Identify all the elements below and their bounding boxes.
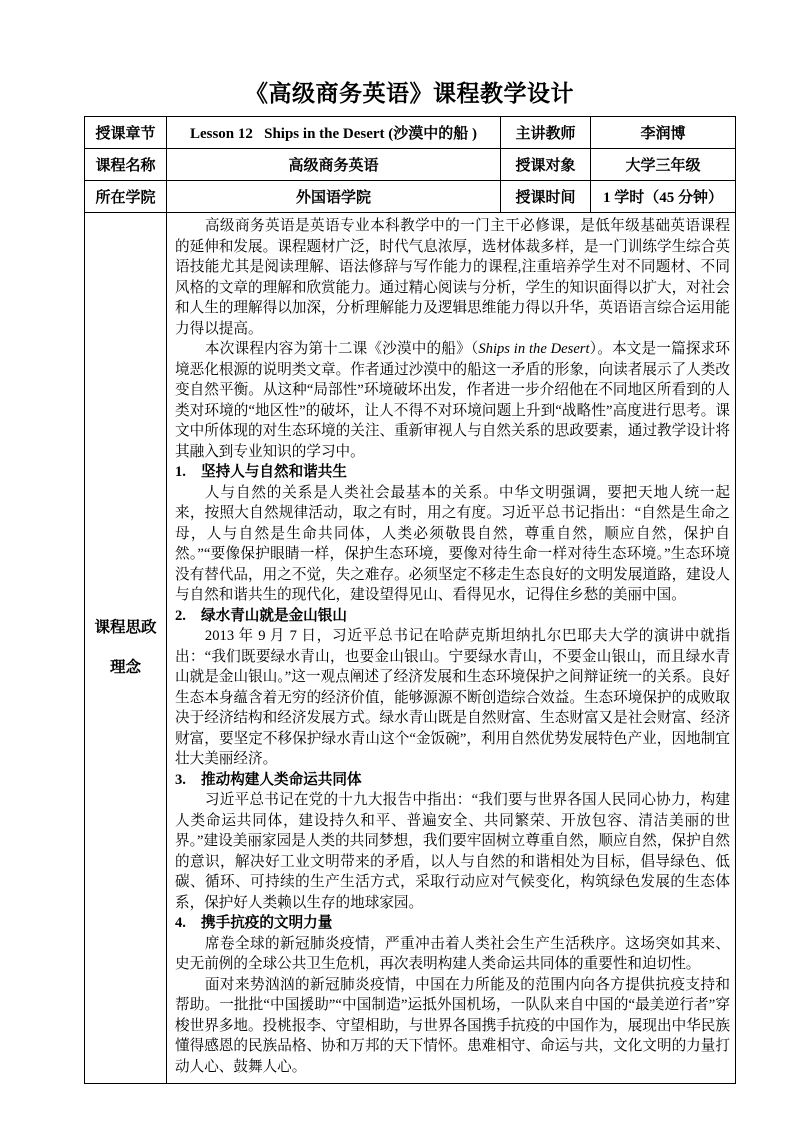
section-4-paragraph-2: 面对来势汹汹的新冠肺炎疫情，中国在力所能及的范围内向各方提供抗疫支持和帮助。一批批“中国援助”“中国制造”运抵外国机场，一队队来自中国的“最美逆行者”穿梭世界多地。投桃报李、守望相助，与世界各国携手抗疫的中国作为，展现出中华民族懂得感恩的民族品格、协和万邦的天下情怀。患难相守、命运与共，文化文明的力量打动人心、鼓舞人心。 (175, 976, 730, 1075)
ideology-content-cell (167, 213, 736, 1084)
intro-paragraph-2-pre: 本次课程内容为第十二课《沙漠中的船》（ (204, 341, 479, 357)
section-2-number: 2. (175, 607, 186, 624)
course-name-label: 课程名称 (85, 149, 167, 181)
table-row (85, 117, 736, 149)
section-4-title: 携手抗疫的文明力量 (201, 915, 333, 931)
section-1-number: 1. (175, 464, 186, 480)
intro-paragraph-2 (175, 339, 730, 462)
school-value: 外国语学院 (167, 181, 501, 213)
table-row (85, 149, 736, 181)
ideology-row-label-line1: 课程思政 (94, 619, 157, 636)
chapter-label: 授课章节 (85, 117, 167, 149)
section-1-title: 坚持人与自然和谐共生 (201, 464, 347, 480)
audience-value: 大学三年级 (591, 149, 736, 181)
section-3-heading (175, 770, 730, 791)
table-row (85, 213, 736, 1084)
table-row (85, 181, 736, 213)
section-3-title: 推动构建人类命运共同体 (201, 771, 362, 788)
lesson-title-italic: Ships in the Desert (478, 341, 590, 357)
ideology-content (175, 216, 730, 1077)
section-4-paragraph-1: 席卷全球的新冠肺炎疫情，严重冲击着人类社会生产生活秩序。这场突如其来、史无前例的全球公共卫生危机，再次表明构建人类命运共同体的重要性和迫切性。 (175, 935, 730, 972)
section-4-heading (175, 913, 730, 934)
course-name-value: 高级商务英语 (167, 149, 501, 181)
section-4-number: 4. (175, 915, 186, 931)
section-3-number: 3. (175, 771, 186, 788)
intro-paragraph-1: 高级商务英语是英语专业本科教学中的一门主干必修课，是低年级基础英语课程的延伸和发展。课程题材广泛，时代气息浓厚，选材体裁多样，是一门训练学生综合英语技能尤其是阅读理解、语法修辞与写作能力的课程,注重培养学生对不同题材、不同风格的文章的理解和欣赏能力。通过精心阅读与分析，学生的知识面得以扩大，对社会和人生的理解得以加深，分析理解能力及逻辑思维能力得以升华，英语语言综合运用能力得以提高。 (175, 218, 730, 337)
section-2-paragraph: 2013 年 9 月 7 日，习近平总书记在哈萨克斯坦纳扎尔巴耶夫大学的演讲中就指出：“我们既要绿水青山，也要金山银山。宁要绿水青山，不要金山银山，而且绿水青山就是金山银山。”这一观点阐述了经济发展和生态环境保护之间辩证统一的关系。良好生态本身蕴含着无穷的经济价值，能够源源不断创造综合效益。生态环境保护的成败取决于经济结构和经济发展方式。绿水青山既是自然财富、生态财富又是社会财富、经济财富，要坚定不移保护绿水青山这个“金饭碗”，利用自然优势发展特色产业，因地制宜壮大美丽经济。 (175, 628, 730, 767)
section-1-heading (175, 462, 730, 483)
section-2-title: 绿水青山就是金山银山 (201, 607, 347, 624)
class-time-label: 授课时间 (501, 181, 591, 213)
audience-label: 授课对象 (501, 149, 591, 181)
section-2-heading (175, 606, 730, 627)
course-info-table (84, 116, 736, 1084)
section-1-paragraph: 人与自然的关系是人类社会最基本的关系。中华文明强调，要把天地人统一起来，按照大自然规律活动，取之有时，用之有度。习近平总书记指出：“自然是生命之母，人与自然是生命共同体，人类必须敬畏自然，尊重自然，顺应自然，保护自然。”“要像保护眼睛一样，保护生态环境，要像对待生命一样对待生态环境。”生态环境没有替代品，用之不觉，失之难存。必须坚定不移走生态良好的文明发展道路，建设人与自然和谐共生的现代化，建设望得见山、看得见水，记得住乡愁的美丽中国。 (175, 484, 730, 603)
school-label: 所在学院 (85, 181, 167, 213)
ideology-row-label (85, 213, 167, 1084)
class-time-value: 1 学时（45 分钟） (591, 181, 736, 213)
section-3-paragraph: 习近平总书记在党的十九大报告中指出：“我们要与世界各国人民同心协力，构建人类命运共同体，建设持久和平、普遍安全、共同繁荣、开放包容、清洁美丽的世界。”建设美丽家园是人类的共同梦想，我们要牢固树立尊重自然，顺应自然，保护自然的意识，解决好工业文明带来的矛盾，以人与自然的和谐相处为目标，倡导绿色、低碳、循环、可持续的生产生活方式，采取行动应对气候变化，构筑绿色发展的生态体系，保护好人类赖以生存的地球家园。 (175, 792, 730, 911)
instructor-value: 李润博 (591, 117, 736, 149)
chapter-value: Lesson 12 Ships in the Desert (沙漠中的船 ) (167, 117, 501, 149)
intro-paragraph-2-post: ）。本文是一篇探求环境恶化根源的说明类文章。作者通过沙漠中的船这一矛盾的形象，向读者展示了人类改变自然平衡。从这种“局部性”环境破坏出发，作者进一步介绍他在不同地区所看到的人类对环境的“地区性”的破坏，让人不得不对环境问题上升到“战略性”高度进行思考。课文中所体现的对生态环境的关注、重新审视人与自然关系的思政要素，通过教学设计将其融入到专业知识的学习中。 (175, 341, 730, 460)
instructor-label: 主讲教师 (501, 117, 591, 149)
page-title: 《高级商务英语》课程教学设计 (245, 81, 574, 106)
ideology-row-label-line2: 理念 (109, 659, 141, 676)
